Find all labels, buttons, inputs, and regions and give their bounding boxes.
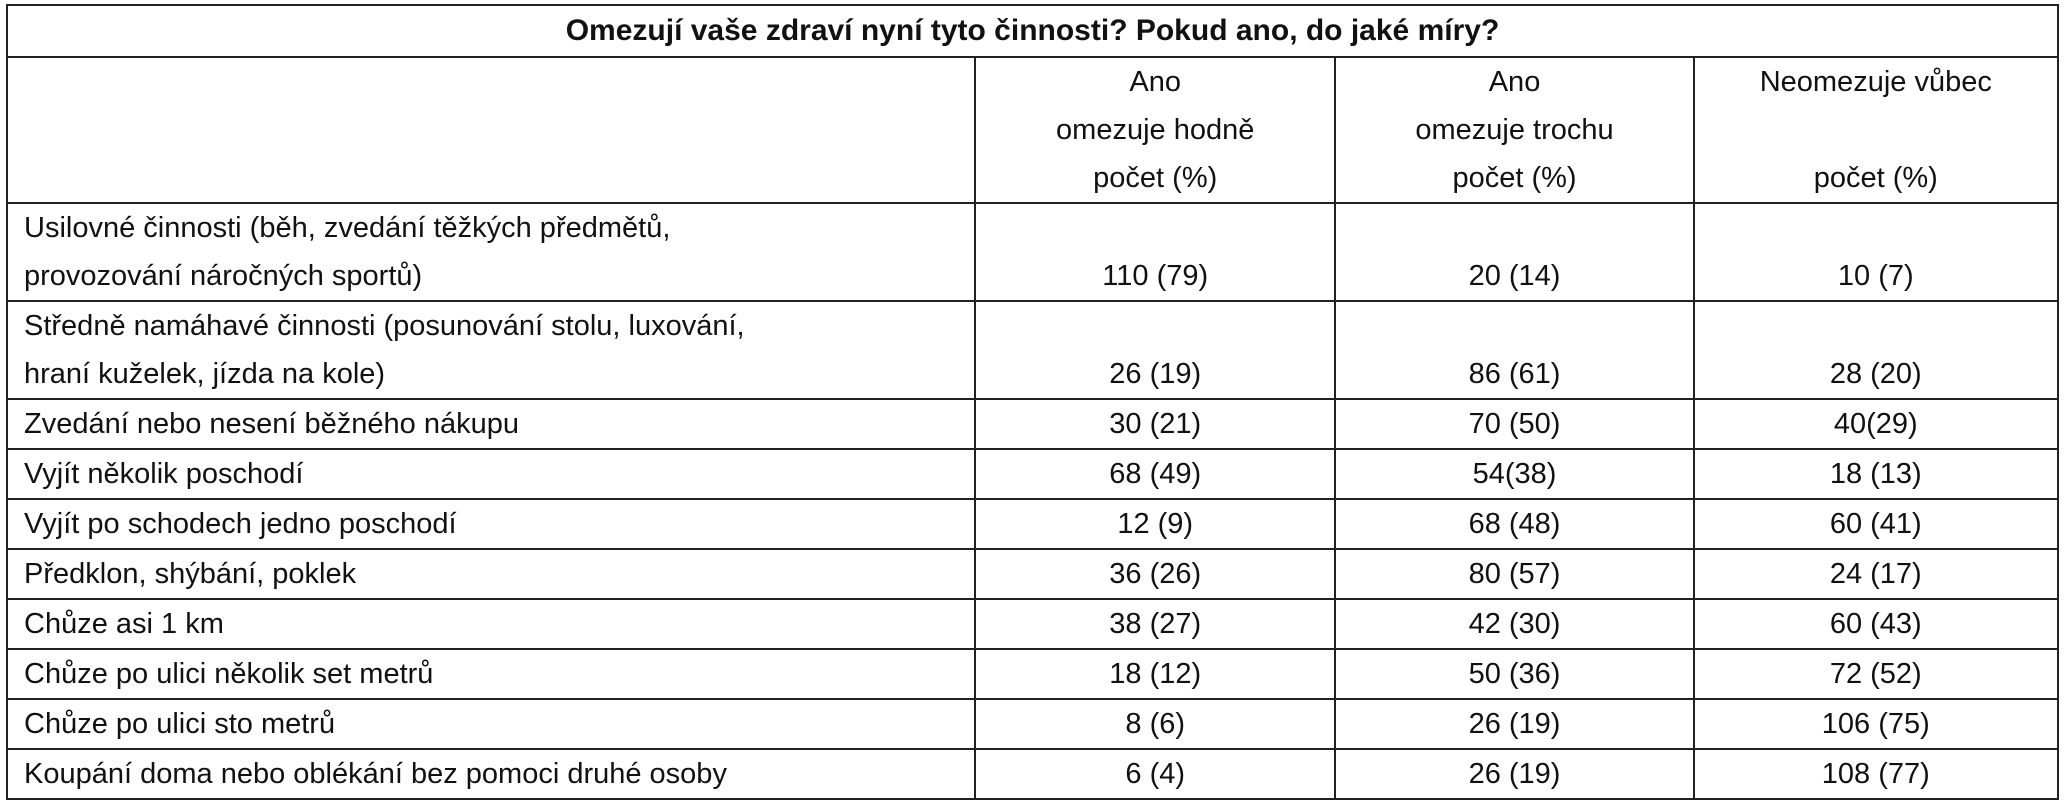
cell-not-limited: 24 (17) bbox=[1694, 549, 2058, 599]
cell-not-limited: 60 (41) bbox=[1694, 499, 2058, 549]
header-row bbox=[7, 57, 2058, 203]
row-label: Koupání doma nebo oblékání bez pomoci druhé osoby bbox=[7, 749, 975, 799]
cell-limits-much: 8 (6) bbox=[975, 699, 1336, 749]
row-label: Vyjít několik poschodí bbox=[7, 449, 975, 499]
cell-not-limited: 10 (7) bbox=[1694, 203, 2058, 301]
table-row bbox=[7, 549, 2058, 599]
cell-not-limited: 40(29) bbox=[1694, 399, 2058, 449]
table-row bbox=[7, 649, 2058, 699]
table-row bbox=[7, 749, 2058, 799]
cell-limits-much: 6 (4) bbox=[975, 749, 1336, 799]
row-label: Předklon, shýbání, poklek bbox=[7, 549, 975, 599]
row-label bbox=[7, 301, 975, 399]
table-row bbox=[7, 599, 2058, 649]
header-limits-little bbox=[1335, 57, 1693, 203]
row-label: Zvedání nebo nesení běžného nákupu bbox=[7, 399, 975, 449]
cell-not-limited: 28 (20) bbox=[1694, 301, 2058, 399]
cell-limits-much: 30 (21) bbox=[975, 399, 1336, 449]
row-label: Chůze asi 1 km bbox=[7, 599, 975, 649]
cell-limits-little: 70 (50) bbox=[1335, 399, 1693, 449]
table-row bbox=[7, 449, 2058, 499]
cell-limits-little: 50 (36) bbox=[1335, 649, 1693, 699]
row-label: Chůze po ulici sto metrů bbox=[7, 699, 975, 749]
row-label: Vyjít po schodech jedno poschodí bbox=[7, 499, 975, 549]
cell-limits-much: 110 (79) bbox=[975, 203, 1336, 301]
cell-limits-little: 20 (14) bbox=[1335, 203, 1693, 301]
cell-limits-little: 42 (30) bbox=[1335, 599, 1693, 649]
header-not-limited bbox=[1694, 57, 2058, 203]
header-line: omezuje hodně bbox=[1056, 114, 1255, 146]
header-spacer bbox=[1711, 106, 2041, 154]
header-line: počet (%) bbox=[1813, 162, 1938, 194]
health-limitations-table bbox=[6, 4, 2059, 800]
cell-limits-much: 38 (27) bbox=[975, 599, 1336, 649]
table-wrapper bbox=[6, 4, 2059, 800]
header-line: počet (%) bbox=[1093, 162, 1218, 194]
header-line: Ano bbox=[1488, 66, 1541, 98]
header-blank-cell bbox=[7, 57, 975, 203]
header-line: Ano bbox=[1129, 66, 1182, 98]
header-line: omezuje trochu bbox=[1415, 114, 1614, 146]
cell-limits-much: 26 (19) bbox=[975, 301, 1336, 399]
row-label: Chůze po ulici několik set metrů bbox=[7, 649, 975, 699]
cell-limits-much: 36 (26) bbox=[975, 549, 1336, 599]
cell-limits-much: 18 (12) bbox=[975, 649, 1336, 699]
header-line: počet (%) bbox=[1452, 162, 1577, 194]
table-row bbox=[7, 699, 2058, 749]
cell-not-limited: 60 (43) bbox=[1694, 599, 2058, 649]
cell-not-limited: 18 (13) bbox=[1694, 449, 2058, 499]
cell-limits-much: 12 (9) bbox=[975, 499, 1336, 549]
cell-not-limited: 106 (75) bbox=[1694, 699, 2058, 749]
table-row bbox=[7, 301, 2058, 399]
row-label-line: provozování náročných sportů) bbox=[24, 260, 423, 292]
cell-limits-little: 68 (48) bbox=[1335, 499, 1693, 549]
cell-limits-little: 80 (57) bbox=[1335, 549, 1693, 599]
cell-not-limited: 72 (52) bbox=[1694, 649, 2058, 699]
table-row bbox=[7, 399, 2058, 449]
header-line: Neomezuje vůbec bbox=[1759, 66, 1992, 98]
table-row bbox=[7, 203, 2058, 301]
header-limits-much bbox=[975, 57, 1336, 203]
table-title: Omezují vaše zdraví nyní tyto činnosti? Pokud ano, do jaké míry? bbox=[7, 5, 2058, 57]
row-label-line: Usilovné činnosti (běh, zvedání těžkých předmětů, bbox=[24, 212, 671, 244]
cell-limits-little: 86 (61) bbox=[1335, 301, 1693, 399]
cell-limits-little: 26 (19) bbox=[1335, 749, 1693, 799]
title-row bbox=[7, 5, 2058, 57]
row-label-line: hraní kuželek, jízda na kole) bbox=[24, 358, 386, 390]
row-label bbox=[7, 203, 975, 301]
cell-limits-much: 68 (49) bbox=[975, 449, 1336, 499]
row-label-line: Středně namáhavé činnosti (posunování stolu, luxování, bbox=[24, 310, 745, 342]
cell-limits-little: 26 (19) bbox=[1335, 699, 1693, 749]
cell-not-limited: 108 (77) bbox=[1694, 749, 2058, 799]
cell-limits-little: 54(38) bbox=[1335, 449, 1693, 499]
table-row bbox=[7, 499, 2058, 549]
